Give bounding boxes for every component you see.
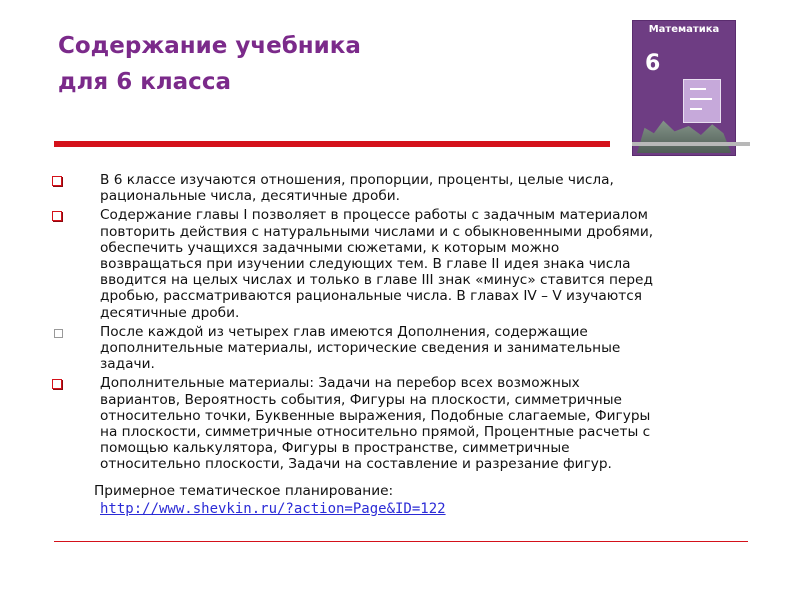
bullet-item (50, 375, 750, 472)
title-line-1: Содержание учебника (58, 33, 361, 59)
hollow-square-bullet-icon (54, 329, 63, 338)
bullet-item (50, 172, 750, 204)
bullet-item (50, 207, 750, 320)
bullet-line: относительно точки, Буквенные выражения, Подобные слагаемые, Фигуры (100, 407, 651, 424)
planning-link[interactable]: http://www.shevkin.ru/?action=Page&ID=122 (100, 500, 446, 517)
cover-card (683, 79, 721, 123)
square-bullet-icon (52, 379, 62, 389)
bullet-line: обеспечить учащихся задачными сюжетами, к которым можно (100, 239, 560, 256)
content-body (50, 172, 750, 519)
bullet-line: дополнительные материалы, исторические сведения и занимательные (100, 340, 621, 357)
bullet-line: Содержание главы I позволяет в процессе работы с задачным материалом (100, 207, 649, 224)
cover-title: Математика (648, 24, 720, 35)
bullet-line: возвращаться при изучении следующих тем. В главе II идея знака числа (100, 256, 631, 273)
title-line-2: для 6 класса (58, 69, 231, 95)
planning-label: Примерное тематическое планирование: (94, 482, 394, 499)
bullet-line: относительно плоскости, Задачи на составление и разрезание фигур. (100, 456, 612, 473)
bullet-line: на плоскости, симметричные относительно прямой, Процентные расчеты с (100, 424, 651, 441)
slide-title (58, 28, 598, 100)
bullet-line: После каждой из четырех глав имеются Дополнения, содержащие (100, 323, 588, 340)
textbook-cover-image (632, 20, 736, 156)
bullet-line: помощью калькулятора, Фигуры в пространстве, симметричные (100, 440, 570, 457)
cover-grade: 6 (645, 51, 661, 76)
bullet-line: вводится на целых числах и только в главе III знак «минус» ставится перед (100, 272, 653, 289)
bullet-line: задачи. (100, 356, 155, 373)
square-bullet-icon (52, 211, 62, 221)
bullet-line: Дополнительные материалы: Задачи на перебор всех возможных (100, 375, 580, 392)
title-underline-red (54, 141, 610, 147)
bullet-line: повторить действия с натуральными числами и с обыкновенными дробями, (100, 223, 654, 240)
planning-block (50, 483, 750, 519)
title-underline-gray (632, 142, 750, 146)
bullet-line: десятичные дроби. (100, 304, 240, 321)
bullet-item (50, 324, 750, 373)
footer-divider (54, 541, 748, 542)
bullet-line: дробью, рассматриваются рациональные числа. В главах IV – V изучаются (100, 288, 643, 305)
square-bullet-icon (52, 176, 62, 186)
bullet-line: рациональные числа, десятичные дроби. (100, 188, 401, 205)
bullet-line: В 6 классе изучаются отношения, пропорции, проценты, целые числа, (100, 172, 614, 188)
bullet-line: вариантов, Вероятность события, Фигуры на плоскости, симметричные (100, 391, 622, 408)
